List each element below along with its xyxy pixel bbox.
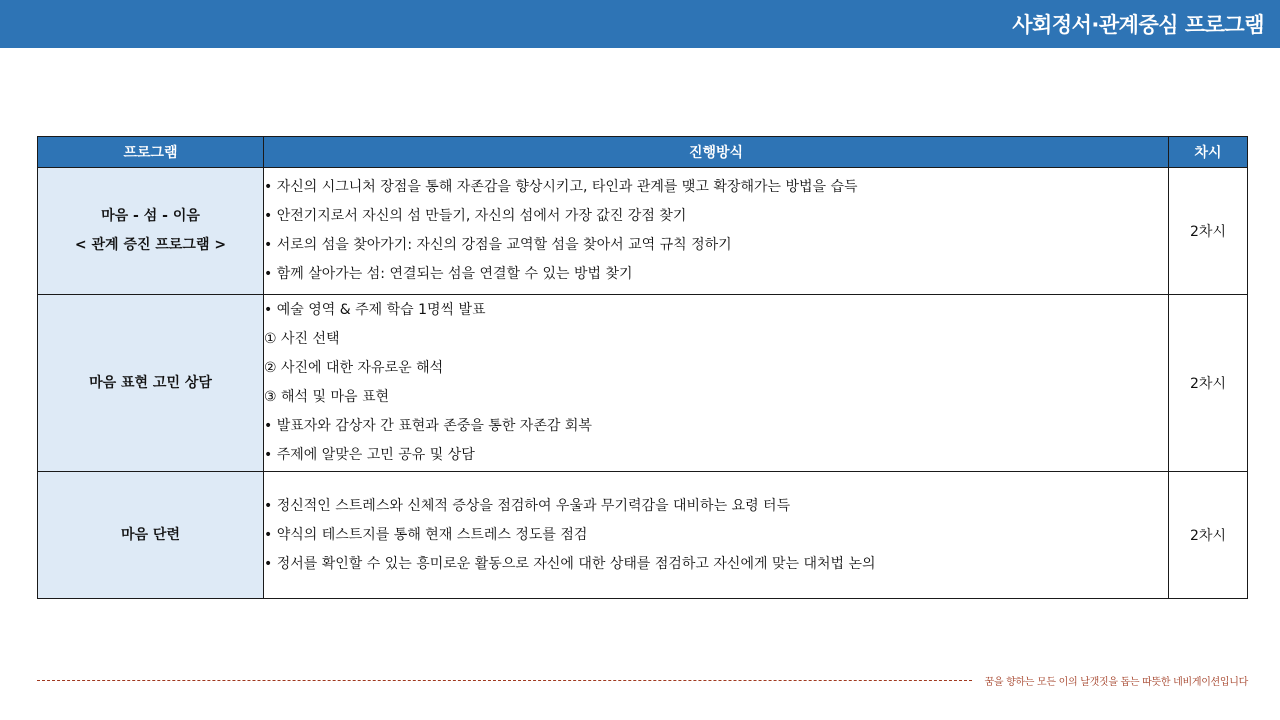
program-name: 마음 - 섬 - 이음 [101, 208, 200, 224]
method-item: • 약식의 테스트지를 통해 현재 스트레스 정도를 점검 [264, 526, 588, 543]
method-item: • 주제에 알맞은 고민 공유 및 상담 [264, 447, 475, 463]
method-item: • 자신의 시그니처 장점을 통해 자존감을 향상시키고, 타인과 관계를 맺고 확장해가는 방법을 습득 [264, 179, 858, 195]
program-table [37, 136, 1248, 599]
method-item: ① 사진 선택 [264, 331, 340, 347]
method-item: • 예술 영역 & 주제 학습 1명씩 발표 [264, 302, 486, 318]
method-cell [264, 472, 1169, 599]
column-header-sessions: 차시 [1169, 137, 1248, 168]
sessions-cell: 2차시 [1169, 168, 1248, 295]
column-header-method: 진행방식 [264, 137, 1169, 168]
program-name-cell [38, 472, 264, 599]
method-item: • 서로의 섬을 찾아가기: 자신의 강점을 교역할 섬을 찾아서 교역 규칙 정하기 [264, 237, 732, 253]
method-item: • 정신적인 스트레스와 신체적 증상을 점검하여 우울과 무기력감을 대비하는 요령 터득 [264, 497, 791, 514]
table-row [38, 472, 1248, 599]
sessions-cell: 2차시 [1169, 295, 1248, 472]
footer-divider [37, 680, 972, 681]
program-name-cell [38, 168, 264, 295]
page-title: 사회정서·관계중심 프로그램 [1012, 13, 1264, 37]
program-name: 마음 표현 고민 상담 [89, 374, 212, 391]
method-item: ③ 해석 및 마음 표현 [264, 389, 390, 405]
table-row [38, 295, 1248, 472]
header-bar [0, 0, 1280, 48]
program-name: 마음 단련 [121, 526, 180, 543]
column-header-program: 프로그램 [38, 137, 264, 168]
program-name-cell [38, 295, 264, 472]
method-cell [264, 168, 1169, 295]
sessions-cell: 2차시 [1169, 472, 1248, 599]
footer-tagline: 꿈을 향하는 모든 이의 날갯짓을 돕는 따뜻한 네비게이션입니다 [984, 677, 1248, 688]
table-header-row [38, 137, 1248, 168]
method-cell [264, 295, 1169, 472]
method-item: • 발표자와 감상자 간 표현과 존중을 통한 자존감 회복 [264, 418, 592, 434]
method-item: ② 사진에 대한 자유로운 해석 [264, 360, 444, 376]
method-item: • 정서를 확인할 수 있는 흥미로운 활동으로 자신에 대한 상태를 점검하고 자신에게 맞는 대처법 논의 [264, 555, 876, 572]
method-item: • 함께 살아가는 섬: 연결되는 섬을 연결할 수 있는 방법 찾기 [264, 266, 633, 282]
table-row [38, 168, 1248, 295]
program-subtitle: < 관계 증진 프로그램 > [74, 237, 227, 253]
method-item: • 안전기지로서 자신의 섬 만들기, 자신의 섬에서 가장 값진 강점 찾기 [264, 208, 687, 224]
